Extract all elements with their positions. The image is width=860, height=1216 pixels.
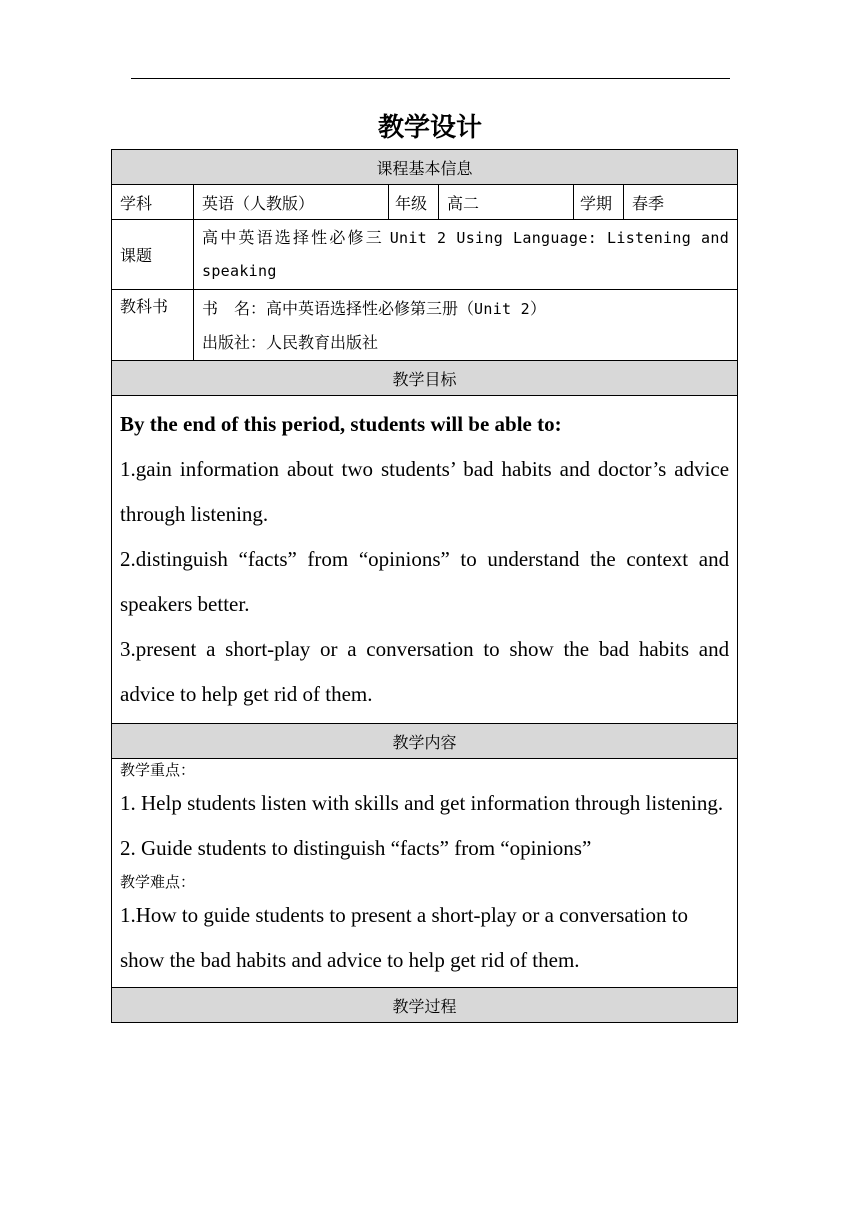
key-point-item: 2. Guide students to distinguish “facts” from “opinions” [120, 836, 592, 860]
topic-label: 课题 [112, 220, 194, 290]
section-basic-info: 课程基本信息 [112, 150, 738, 185]
content-body [112, 759, 738, 988]
topic-en: Unit 2 Using Language: Listening and [389, 229, 730, 247]
section-process: 教学过程 [112, 988, 738, 1023]
lesson-plan-table [111, 149, 738, 1023]
topic-cn: 高中英语选择性必修三 [202, 228, 384, 247]
difficult-point-item: 1.How to guide students to present a short-play or a conversation to show the bad habits and advice to help get rid of them. [120, 903, 689, 972]
header-rule [131, 78, 730, 79]
book-name-close: ） [530, 298, 547, 318]
key-points-label: 教学重点： [120, 761, 196, 779]
grade-value: 高二 [439, 185, 574, 220]
goals-body [112, 396, 738, 724]
term-label: 学期 [574, 185, 624, 220]
topic-line-2: speaking [202, 262, 277, 280]
term-value: 春季 [624, 185, 738, 220]
goals-intro: By the end of this period, students will be able to: [120, 412, 562, 436]
key-point-item: 1. Help students listen with skills and get information through listening. [120, 791, 724, 815]
topic-line-1 [202, 221, 729, 255]
goal-item: 2.distinguish “facts” from “opinions” to understand the context and speakers better. [120, 547, 730, 616]
subject-label: 学科 [112, 185, 194, 220]
book-name-cn: 高中英语选择性必修第三册（ [266, 298, 475, 318]
section-content: 教学内容 [112, 724, 738, 759]
book-name-label: 书 名： [202, 298, 267, 318]
subject-value: 英语（人教版） [194, 185, 389, 220]
topic-value [194, 220, 738, 290]
book-name-unit: Unit 2 [474, 299, 531, 318]
section-goals: 教学目标 [112, 361, 738, 396]
goal-item: 3.present a short-play or a conversation to show the bad habits and advice to help get rid of them. [120, 637, 730, 706]
book-name-line [202, 292, 729, 326]
textbook-value [194, 290, 738, 361]
publisher-label: 出版社： [202, 332, 267, 352]
difficult-points-label: 教学难点： [120, 873, 196, 891]
grade-label: 年级 [389, 185, 439, 220]
publisher-value: 人民教育出版社 [266, 332, 379, 352]
page-title: 教学设计 [377, 113, 482, 143]
publisher-line [202, 326, 729, 359]
textbook-label: 教科书 [112, 290, 194, 361]
goal-item: 1.gain information about two students’ bad habits and doctor’s advice through listening. [120, 457, 730, 526]
